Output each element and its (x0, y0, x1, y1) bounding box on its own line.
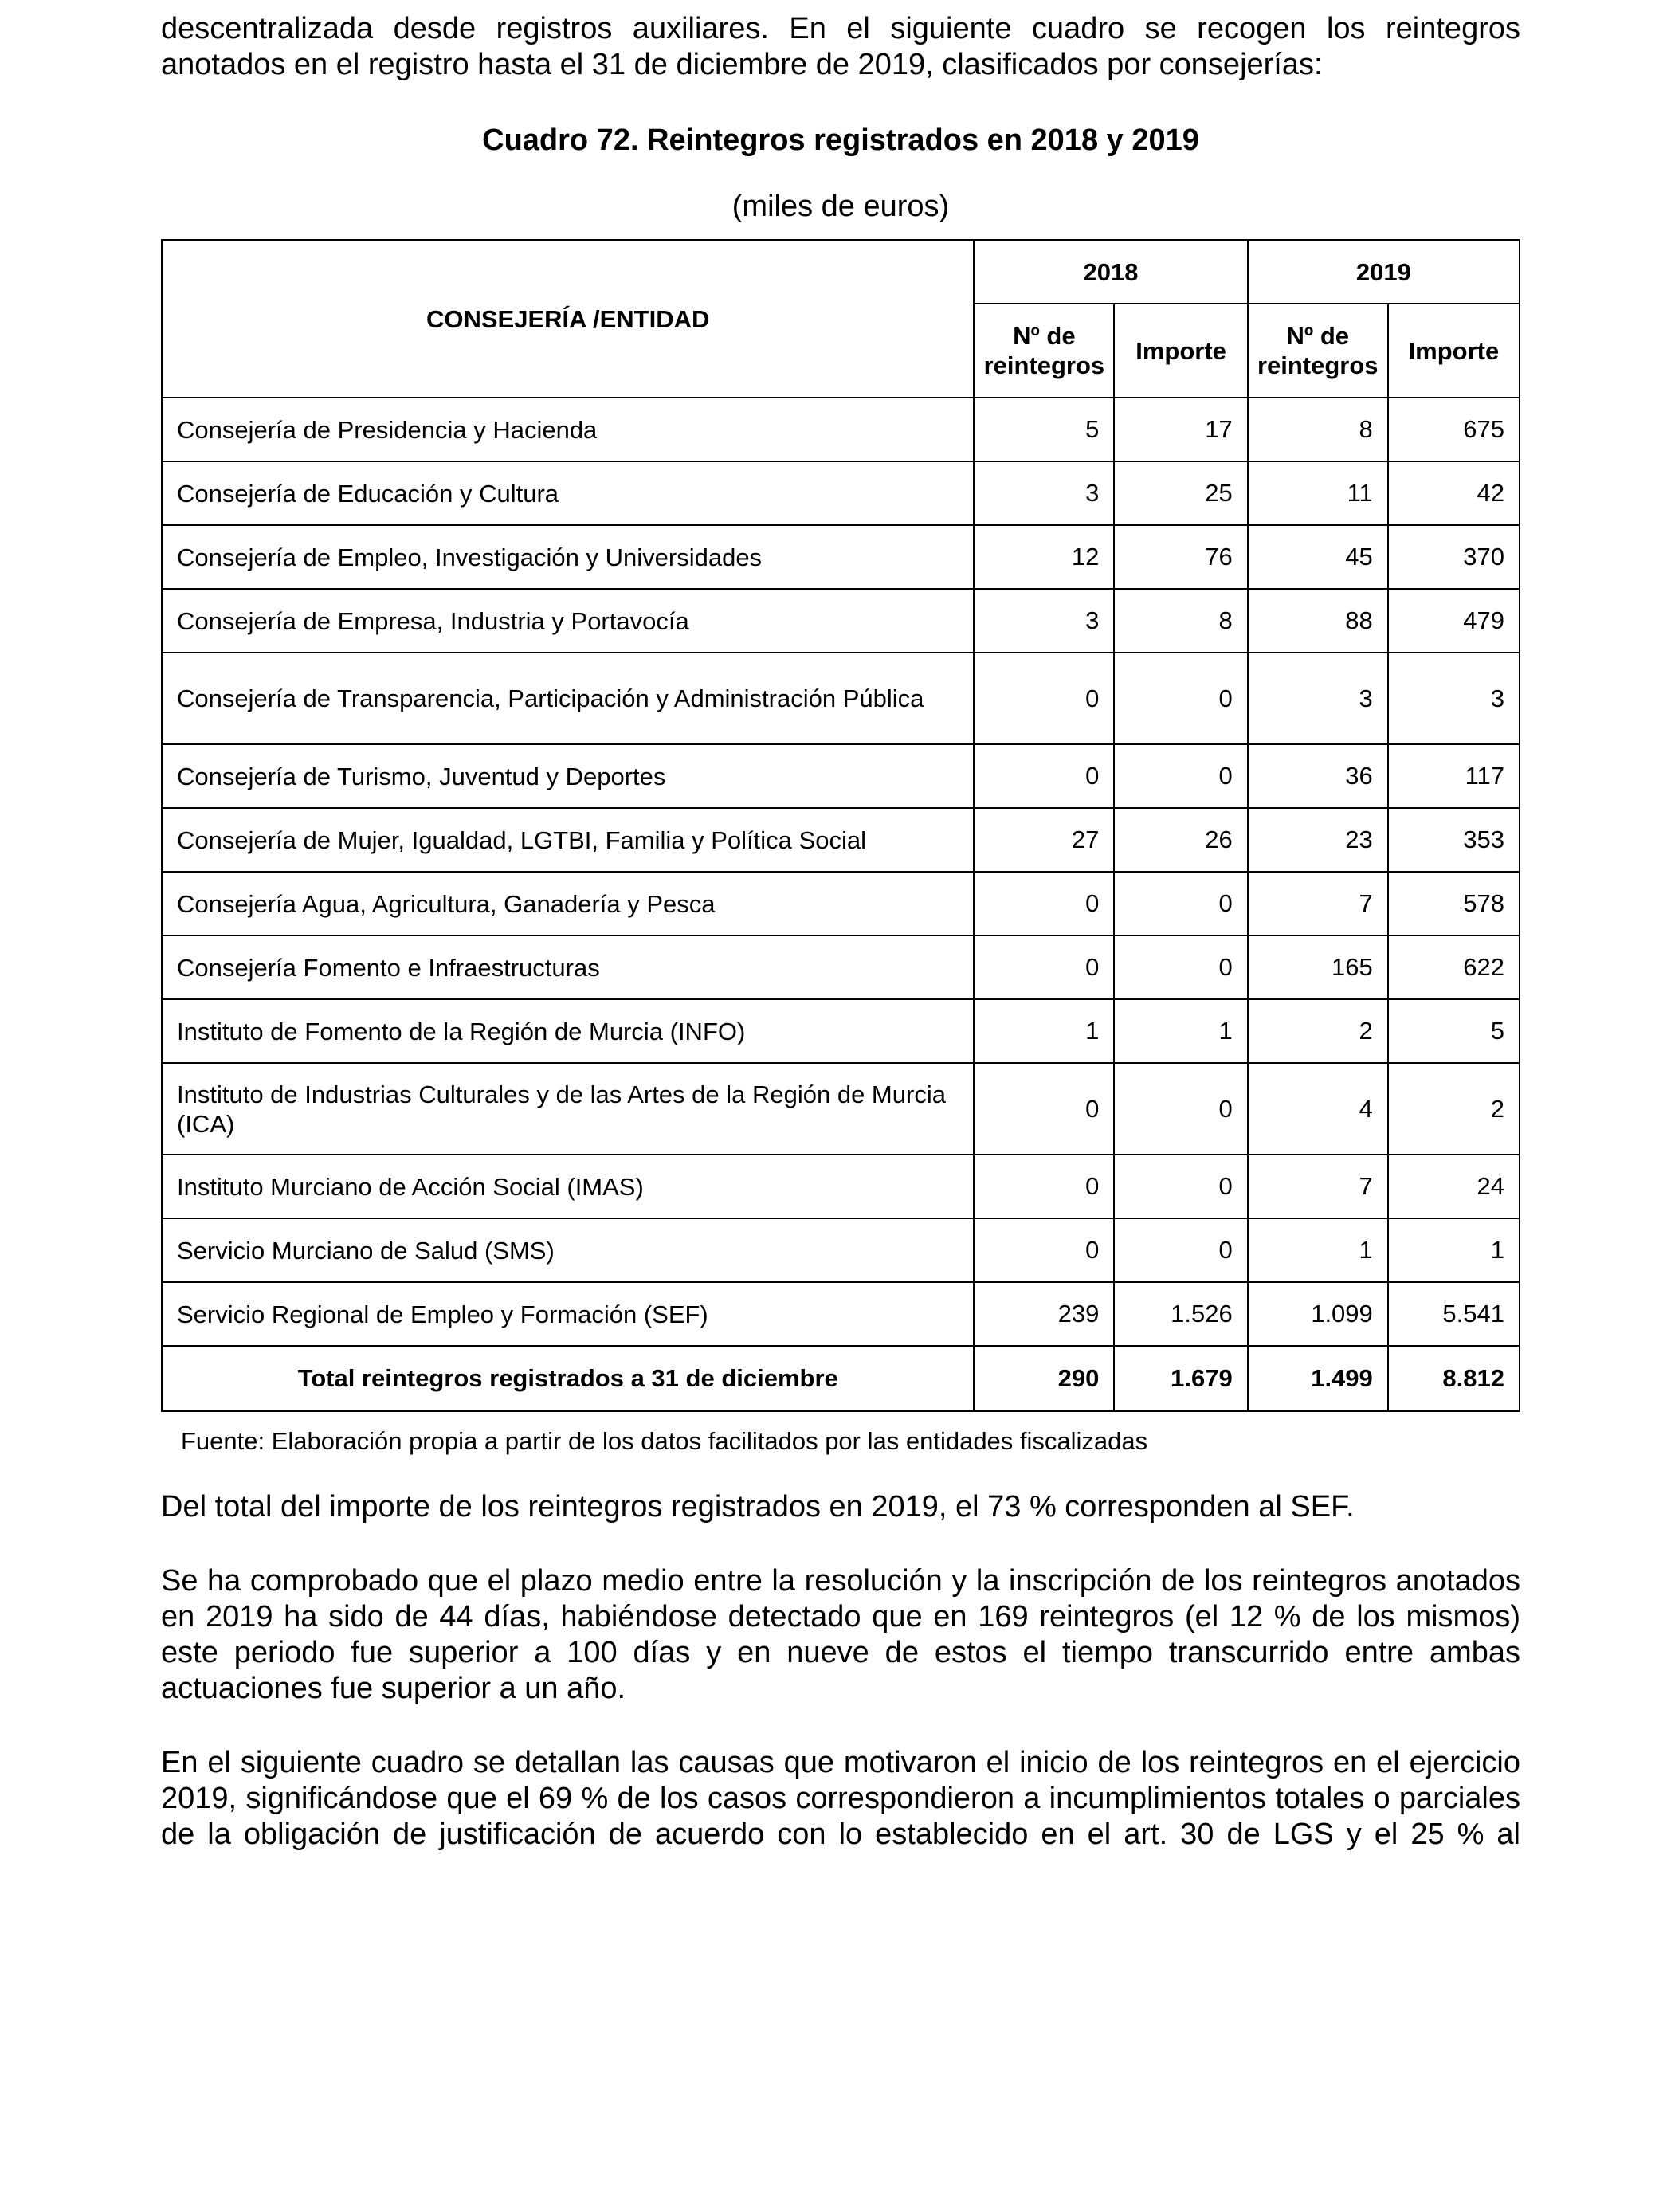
count-2018: 0 (974, 653, 1114, 744)
amount-2018: 0 (1114, 744, 1247, 808)
entity-name: Consejería de Turismo, Juventud y Deportes (162, 744, 974, 808)
amount-2019: 1 (1388, 1218, 1520, 1282)
count-2019: 23 (1248, 808, 1388, 872)
count-2018: 27 (974, 808, 1114, 872)
count-2018: 3 (974, 589, 1114, 653)
total-amount-2018: 1.679 (1114, 1346, 1247, 1411)
header-count-2018: Nº de reintegros (974, 304, 1114, 398)
intro-line-1: descentralizada desde registros auxiliares. En el siguiente cuadro se recogen los reintegros (161, 12, 1520, 45)
count-2019: 1.099 (1248, 1282, 1388, 1346)
table-row (162, 1282, 1520, 1346)
amount-2018: 0 (1114, 935, 1247, 999)
entity-name: Instituto de Fomento de la Región de Murcia (INFO) (162, 999, 974, 1063)
count-2019: 88 (1248, 589, 1388, 653)
amount-2018: 0 (1114, 1155, 1247, 1218)
count-2019: 4 (1248, 1063, 1388, 1155)
amount-2019: 5 (1388, 999, 1520, 1063)
amount-2019: 117 (1388, 744, 1520, 808)
amount-2018: 0 (1114, 872, 1247, 935)
table-row (162, 398, 1520, 461)
amount-2018: 76 (1114, 525, 1247, 589)
table-row (162, 872, 1520, 935)
table-total-row (162, 1346, 1520, 1411)
table-row (162, 653, 1520, 744)
count-2018: 0 (974, 1063, 1114, 1155)
intro-line-2: anotados en el registro hasta el 31 de diciembre de 2019, clasificados por consejerías: (161, 48, 1323, 81)
table-row (162, 999, 1520, 1063)
paragraph-1: Del total del importe de los reintegros registrados en 2019, el 73 % corresponden al SEF. (161, 1490, 1355, 1524)
header-amount-2018: Importe (1114, 304, 1247, 398)
amount-2019: 5.541 (1388, 1282, 1520, 1346)
amount-2019: 578 (1388, 872, 1520, 935)
table-row (162, 1218, 1520, 1282)
total-count-2018: 290 (974, 1346, 1114, 1411)
table-row (162, 589, 1520, 653)
entity-name: Consejería de Empresa, Industria y Portavocía (162, 589, 974, 653)
amount-2018: 1.526 (1114, 1282, 1247, 1346)
entity-name: Servicio Regional de Empleo y Formación (SEF) (162, 1282, 974, 1346)
entity-name: Consejería Agua, Agricultura, Ganadería y Pesca (162, 872, 974, 935)
count-2019: 7 (1248, 872, 1388, 935)
reintegros-table (161, 239, 1520, 1412)
paragraph-2: Se ha comprobado que el plazo medio entre la resolución y la inscripción de los reintegros anotados en 2019 ha sido de 44 días, habiéndose detectado que en 169 reintegros (el 12 % de los mismos) este periodo fue superior a 100 días y en nueve de estos el tiempo transcurrido entre ambas actuaciones fue superior a un año. (161, 1564, 1520, 1705)
amount-2019: 24 (1388, 1155, 1520, 1218)
count-2019: 2 (1248, 999, 1388, 1063)
entity-name: Consejería de Mujer, Igualdad, LGTBI, Familia y Política Social (162, 808, 974, 872)
paragraph-3: En el siguiente cuadro se detallan las causas que motivaron el inicio de los reintegros en el ejercicio 2019, significándose que el 69 % de los casos correspondieron a incumplimientos totales o parciales de la obligación de justificación de acuerdo con lo establecido en el art. 30 de LGS y el 25 % al (161, 1746, 1520, 1851)
count-2019: 36 (1248, 744, 1388, 808)
amount-2019: 479 (1388, 589, 1520, 653)
count-2019: 8 (1248, 398, 1388, 461)
count-2019: 45 (1248, 525, 1388, 589)
amount-2019: 2 (1388, 1063, 1520, 1155)
amount-2019: 3 (1388, 653, 1520, 744)
count-2018: 0 (974, 872, 1114, 935)
table-title: Cuadro 72. Reintegros registrados en 2018 y 2019 (482, 124, 1199, 157)
header-amount-2019: Importe (1388, 304, 1520, 398)
amount-2018: 25 (1114, 461, 1247, 525)
amount-2018: 0 (1114, 1218, 1247, 1282)
header-entity: CONSEJERÍA /ENTIDAD (162, 240, 974, 398)
total-label: Total reintegros registrados a 31 de diciembre (162, 1346, 974, 1411)
count-2018: 239 (974, 1282, 1114, 1346)
count-2019: 7 (1248, 1155, 1388, 1218)
total-amount-2019: 8.812 (1388, 1346, 1520, 1411)
table-source: Fuente: Elaboración propia a partir de los datos facilitados por las entidades fiscalizadas (181, 1427, 1148, 1455)
count-2018: 0 (974, 1218, 1114, 1282)
count-2019: 1 (1248, 1218, 1388, 1282)
amount-2018: 17 (1114, 398, 1247, 461)
entity-name: Servicio Murciano de Salud (SMS) (162, 1218, 974, 1282)
count-2019: 165 (1248, 935, 1388, 999)
entity-name: Instituto Murciano de Acción Social (IMAS) (162, 1155, 974, 1218)
count-2018: 12 (974, 525, 1114, 589)
document-page (161, 11, 1520, 1853)
entity-name: Consejería de Presidencia y Hacienda (162, 398, 974, 461)
amount-2018: 26 (1114, 808, 1247, 872)
header-year-2018: 2018 (974, 240, 1247, 304)
amount-2019: 622 (1388, 935, 1520, 999)
count-2019: 3 (1248, 653, 1388, 744)
count-2018: 1 (974, 999, 1114, 1063)
total-count-2019: 1.499 (1248, 1346, 1388, 1411)
count-2019: 11 (1248, 461, 1388, 525)
table-row (162, 525, 1520, 589)
table-row (162, 1063, 1520, 1155)
amount-2019: 353 (1388, 808, 1520, 872)
table-units: (miles de euros) (731, 190, 950, 223)
table-body (162, 398, 1520, 1346)
amount-2019: 42 (1388, 461, 1520, 525)
amount-2018: 0 (1114, 1063, 1247, 1155)
count-2018: 3 (974, 461, 1114, 525)
count-2018: 0 (974, 935, 1114, 999)
header-year-2019: 2019 (1248, 240, 1520, 304)
count-2018: 0 (974, 1155, 1114, 1218)
entity-name: Consejería de Empleo, Investigación y Universidades (162, 525, 974, 589)
amount-2019: 675 (1388, 398, 1520, 461)
amount-2019: 370 (1388, 525, 1520, 589)
entity-name: Consejería de Educación y Cultura (162, 461, 974, 525)
count-2018: 5 (974, 398, 1114, 461)
count-2018: 0 (974, 744, 1114, 808)
entity-name: Consejería de Transparencia, Participación y Administración Pública (162, 653, 974, 744)
amount-2018: 1 (1114, 999, 1247, 1063)
table-row (162, 808, 1520, 872)
entity-name: Instituto de Industrias Culturales y de las Artes de la Región de Murcia (ICA) (162, 1063, 974, 1155)
table-row (162, 935, 1520, 999)
entity-name: Consejería Fomento e Infraestructuras (162, 935, 974, 999)
amount-2018: 8 (1114, 589, 1247, 653)
table-row (162, 461, 1520, 525)
amount-2018: 0 (1114, 653, 1247, 744)
table-row (162, 744, 1520, 808)
header-count-2019: Nº de reintegros (1248, 304, 1388, 398)
table-row (162, 1155, 1520, 1218)
